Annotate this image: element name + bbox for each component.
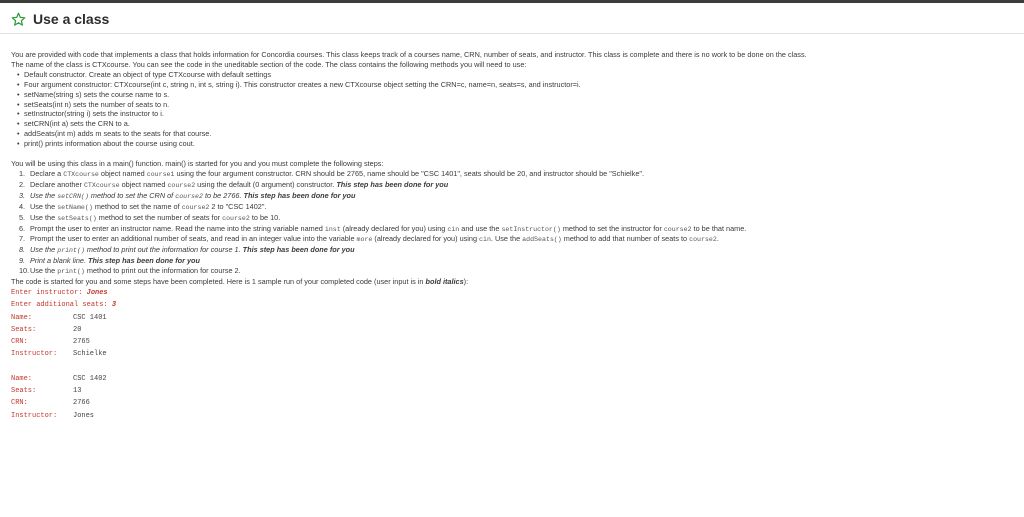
page-title: Use a class bbox=[33, 11, 110, 27]
output-row: Name: CSC 1401 bbox=[11, 313, 107, 322]
list-item: • setSeats(int n) sets the number of seats to n. bbox=[17, 100, 1016, 110]
output-row: CRN: 2766 bbox=[11, 399, 90, 408]
list-item: • Default constructor. Create an object of type CTXcourse with default settings bbox=[17, 70, 1016, 80]
steps-list bbox=[11, 169, 1016, 277]
step-item: 9. Print a blank line. This step has been done for you bbox=[19, 256, 200, 266]
page-header bbox=[0, 3, 1024, 34]
prompt-instructor: Enter instructor: Jones bbox=[11, 288, 108, 297]
list-item: • Four argument constructor: CTXcourse(int c, string n, int s, string i). This constructor creates a new CTXcourse object setting the CRN=c, name=n, seats=s, and instructor=i. bbox=[17, 80, 1016, 90]
star-outline-icon[interactable] bbox=[11, 12, 26, 27]
intro-paragraph: You are provided with code that implements a class that holds information for Concordia courses. This class keeps track of a courses name, CRN, number of seats, and instructor. This class is complete and there is no work to be done on the class. bbox=[11, 50, 807, 59]
prompt-seats: Enter additional seats: 3 bbox=[11, 301, 117, 310]
list-item: • addSeats(int m) adds m seats to the seats for that course. bbox=[17, 129, 1016, 139]
intro-paragraph-2: The name of the class is CTXcourse. You can see the code in the uneditable section of the code. The class contains the following methods you will need to use: bbox=[11, 59, 527, 69]
output-row: Seats: 20 bbox=[11, 325, 82, 334]
list-item: • print() prints information about the course using cout. bbox=[17, 139, 1016, 149]
step-item: 3. Use the setCRN() method to set the CRN of course2 to be 2766. This step has been done for you bbox=[19, 190, 356, 200]
list-item: • setInstructor(string i) sets the instructor to i. bbox=[17, 109, 1016, 119]
list-item: • setName(string s) sets the course name to s. bbox=[17, 90, 1016, 100]
step-item: 2. Declare another CTXcourse object named course2 using the default (0 argument) constructor. This step has been done for you bbox=[19, 179, 449, 189]
step-item: 7. Prompt the user to enter an additional number of seats, and read in an integer value into the variable more (already declared for you) using cin. Use the addSeats() method to add that number of seats to course2. bbox=[19, 234, 719, 244]
step-item: 4. Use the setName() method to set the name of course2 2 to "CSC 1402". bbox=[19, 201, 267, 211]
list-item: • setCRN(int a) sets the CRN to a. bbox=[17, 119, 1016, 129]
output-row: CRN: 2765 bbox=[11, 338, 90, 347]
output-row: Instructor: Schielke bbox=[11, 350, 107, 359]
step-item: 1. Declare a CTXcourse object named course1 using the four argument constructor. CRN should be 2765, name should be "CSC 1401", seats should be 20, and instructor should be "Schielke". bbox=[19, 168, 644, 178]
sample-intro: The code is started for you and some steps have been completed. Here is 1 sample run of your completed code (user input is in bold italics): bbox=[11, 277, 469, 287]
problem-description bbox=[11, 50, 1016, 422]
step-item: 5. Use the setSeats() method to set the number of seats for course2 to be 10. bbox=[19, 212, 281, 222]
output-row: Seats: 13 bbox=[11, 387, 82, 396]
output-row: Instructor: Jones bbox=[11, 411, 95, 420]
step-item: 10.Use the print() method to print out the information for course 2. bbox=[19, 266, 241, 276]
sample-run bbox=[11, 287, 1016, 422]
step-item: 6. Prompt the user to enter an instructor name. Read the name into the string variable named inst (already declared for you) using cin and use the setInstructor() method to set the instructor for course2 to be that name. bbox=[19, 223, 747, 233]
step-item: 8. Use the print() method to print out the information for course 1. This step has been done for you bbox=[19, 245, 355, 255]
steps-intro: You will be using this class in a main() function. main() is started for you and you must complete the following steps: bbox=[11, 159, 384, 169]
methods-list bbox=[11, 70, 1016, 149]
output-row: Name: CSC 1402 bbox=[11, 374, 107, 383]
